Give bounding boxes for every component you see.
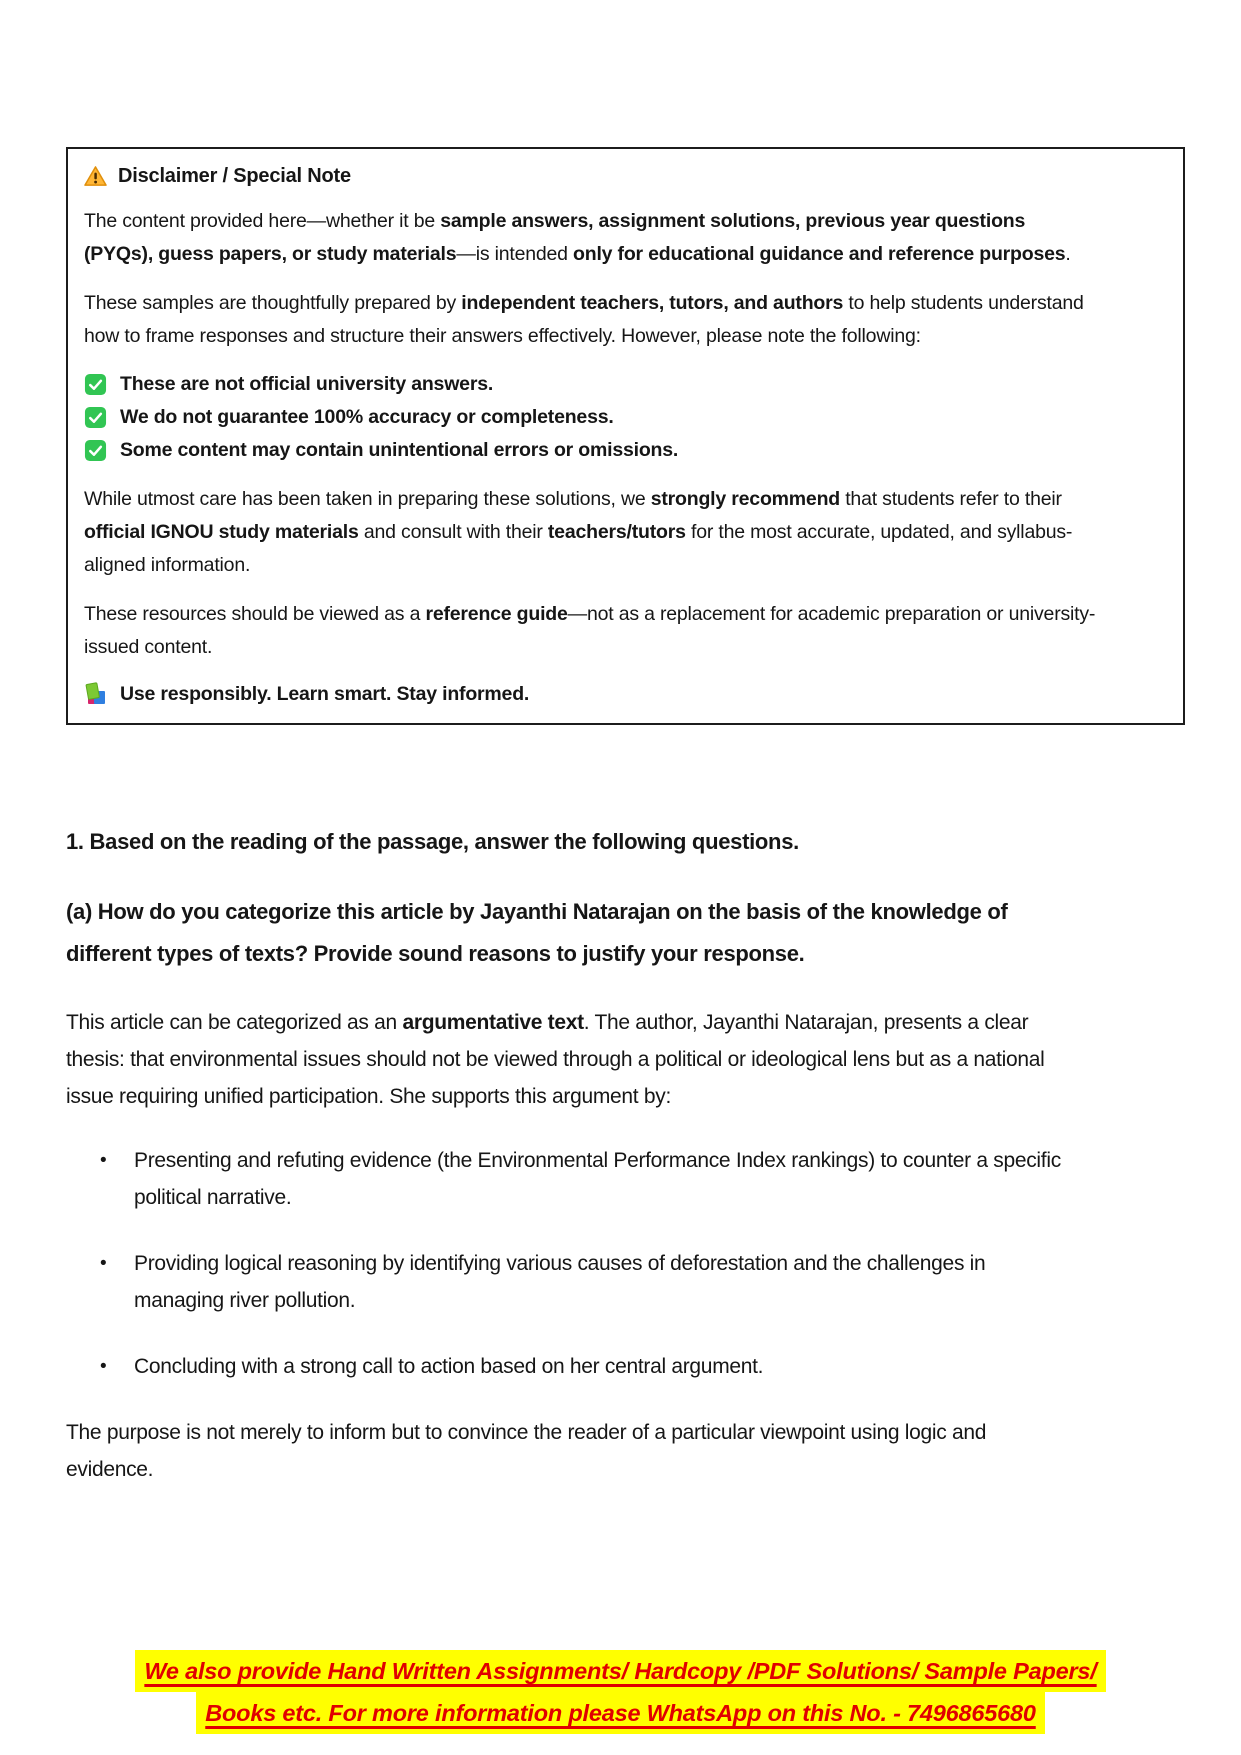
check-icon [84,406,107,429]
disclaimer-checklist [84,368,1165,467]
warning-icon [84,166,107,187]
disclaimer-title: Disclaimer / Special Note [118,165,351,187]
books-icon [84,682,108,706]
answer-bullet: • Concluding with a strong call to action based on her central argument. [100,1348,1068,1385]
promo-line-1: We also provide Hand Written Assignments/ Hardcopy /PDF Solutions/ Sample Papers/ [135,1650,1105,1692]
promo-line-2: Books etc. For more information please WhatsApp on this No. - 7496865680 [196,1692,1045,1734]
answer-bullet-list [66,1142,1068,1385]
checklist-item-label: Some content may contain unintentional errors or omissions. [120,439,679,461]
disclaimer-paragraph-1: The content provided here—whether it be sample answers, assignment solutions, previous year questions (PYQs), guess papers, or study materials—is intended only for educational guidance and reference purposes. [84,210,1071,265]
question-heading: 1. Based on the reading of the passage, answer the following questions. [66,829,799,854]
answer-bullet: • Providing logical reasoning by identifying various causes of deforestation and the challenges in managing river pollution. [100,1245,1068,1319]
disclaimer-paragraph-2: These samples are thoughtfully prepared by independent teachers, tutors, and authors to help students understand how to frame responses and structure their answers effectively. However, please note the following: [84,292,1084,347]
disclaimer-footer-row [84,681,1165,707]
answer-section [66,827,1068,1488]
answer-bullet: • Presenting and refuting evidence (the Environmental Performance Index rankings) to counter a specific political narrative. [100,1142,1068,1216]
checklist-item [84,368,1165,401]
checklist-item-label: We do not guarantee 100% accuracy or completeness. [120,406,614,428]
promo-footer [0,1650,1241,1734]
disclaimer-footer-note: Use responsibly. Learn smart. Stay informed. [120,683,530,705]
answer-intro-paragraph: This article can be categorized as an argumentative text. The author, Jayanthi Natarajan, presents a clear thesis: that environmental issues should not be viewed through a political or ideological lens but as a national issue requiring unified participation. She supports this argument by: [66,1011,1045,1108]
checklist-item [84,401,1165,434]
answer-conclusion-paragraph: The purpose is not merely to inform but to convince the reader of a particular viewpoint using logic and evidence. [66,1421,987,1481]
check-icon [84,439,107,462]
promo-line [0,1692,1241,1734]
promo-line [0,1650,1241,1692]
check-icon [84,373,107,396]
disclaimer-paragraph-3: While utmost care has been taken in preparing these solutions, we strongly recommend that students refer to their official IGNOU study materials and consult with their teachers/tutors for the most accurate, updated, and syllabus-aligned information. [84,488,1073,576]
disclaimer-box [66,147,1185,725]
checklist-item [84,434,1165,467]
checklist-item-label: These are not official university answers. [120,373,494,395]
disclaimer-title-row [84,163,1165,189]
disclaimer-paragraph-4: These resources should be viewed as a reference guide—not as a replacement for academic preparation or university-issued content. [84,603,1096,658]
sub-question-heading: (a) How do you categorize this article by Jayanthi Natarajan on the basis of the knowledge of different types of texts? Provide sound reasons to justify your response. [66,899,1008,966]
